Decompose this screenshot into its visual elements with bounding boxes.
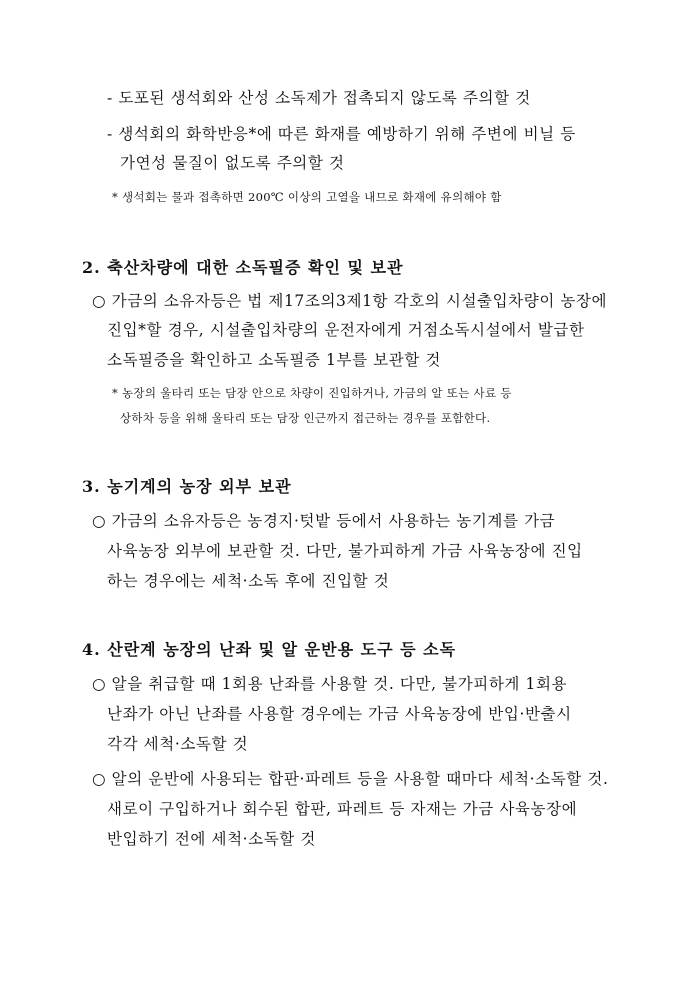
section-2-paragraph-line-1: ○ 가금의 소유자등은 법 제17조의3제1항 각호의 시설출입차량이 농장에 (92, 292, 608, 310)
section-3-paragraph-line-3: 하는 경우에는 세척·소독 후에 진입할 것 (107, 572, 390, 590)
bullet-item-1: - 도포된 생석회와 산성 소독제가 접촉되지 않도록 주의할 것 (107, 89, 531, 107)
section-3-paragraph-line-2: 사육농장 외부에 보관할 것. 다만, 불가피하게 가금 사육농장에 진입 (107, 542, 583, 560)
section-4-paragraph-2-line-1: ○ 알의 운반에 사용되는 합판·파레트 등을 사용할 때마다 세척·소독할 것. (92, 770, 609, 788)
footnote-quicklime: * 생석회는 물과 접촉하면 200℃ 이상의 고열을 내므로 화재에 유의해야 함 (112, 190, 502, 204)
section-2-paragraph-line-2: 진입*할 경우, 시설출입차량의 운전자에게 거점소독시설에서 발급한 (107, 321, 585, 339)
section-3-heading: 3. 농기계의 농장 외부 보관 (82, 477, 292, 496)
section-4-paragraph-2-line-2: 새로이 구입하거나 회수된 합판, 파레트 등 자재는 가금 사육농장에 (107, 800, 578, 818)
section-2-paragraph-line-3: 소독필증을 확인하고 소독필증 1부를 보관할 것 (107, 351, 441, 369)
bullet-item-2-line-1: - 생석회의 화학반응*에 따른 화재를 예방하기 위해 주변에 비닐 등 (107, 125, 576, 143)
section-4-paragraph-1-line-3: 각각 세척·소독할 것 (107, 735, 249, 753)
section-3-paragraph-line-1: ○ 가금의 소유자등은 농경지·텃밭 등에서 사용하는 농기계를 가금 (92, 512, 556, 530)
section-4-paragraph-2-line-3: 반입하기 전에 세척·소독할 것 (107, 830, 316, 848)
section-2-footnote-line-1: * 농장의 울타리 또는 담장 안으로 차량이 진입하거나, 가금의 알 또는 사료 등 (112, 386, 512, 400)
section-4-heading: 4. 산란계 농장의 난좌 및 알 운반용 도구 등 소독 (82, 640, 457, 659)
section-2-footnote-line-2: 상하차 등을 위해 울타리 또는 담장 인근까지 접근하는 경우를 포함한다. (120, 411, 491, 425)
section-4-paragraph-1-line-1: ○ 알을 취급할 때 1회용 난좌를 사용할 것. 다만, 불가피하게 1회용 (92, 675, 568, 693)
section-4-paragraph-1-line-2: 난좌가 아닌 난좌를 사용할 경우에는 가금 사육농장에 반입·반출시 (107, 705, 572, 723)
section-2-heading: 2. 축산차량에 대한 소독필증 확인 및 보관 (82, 258, 404, 277)
bullet-item-2-line-2: 가연성 물질이 없도록 주의할 것 (120, 154, 345, 172)
